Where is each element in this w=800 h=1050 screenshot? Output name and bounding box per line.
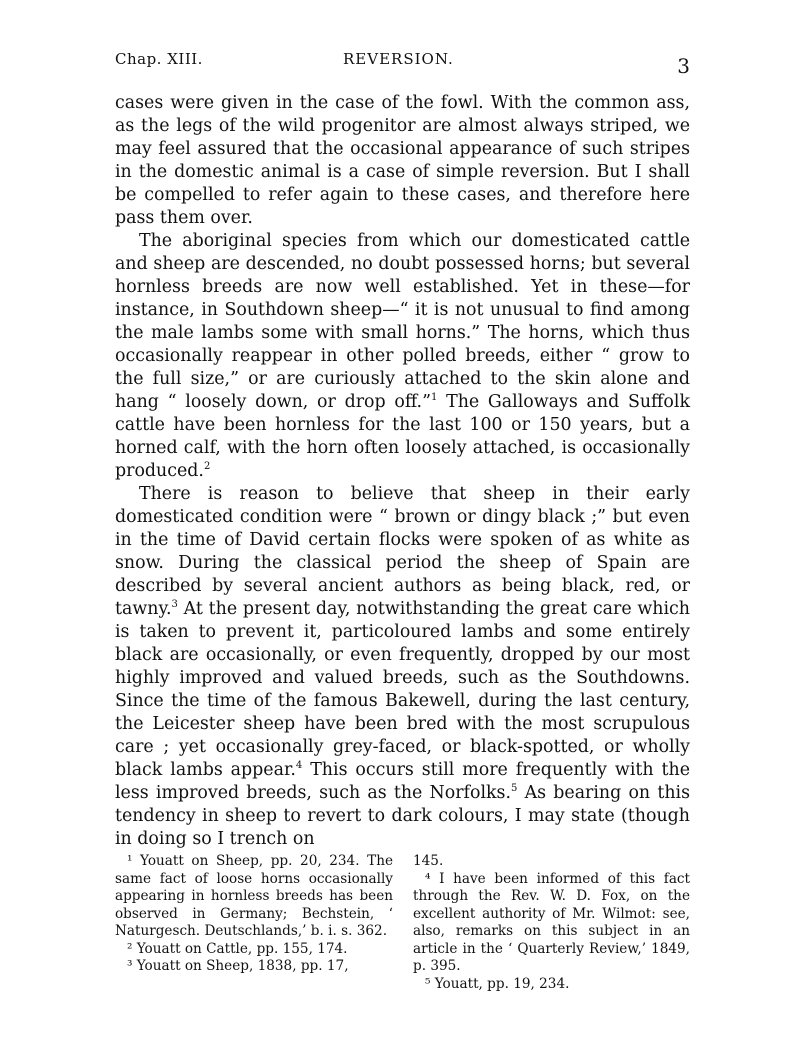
main-text bbox=[115, 92, 690, 851]
footnote-ref[interactable]: 3 bbox=[171, 599, 178, 611]
paragraph-2: The aboriginal species from which our domesticated cattle and sheep are descended, no doubt possessed horns; but several hornless breeds are now well established. Yet in these—for instance, in Southdown sheep—“ it is not unusual to find among the male lambs some with small horns.” The horns, which thus occasionally reappear in other polled breeds, either “ grow to the full size,” or are curiously attached to the skin alone and hang “ loosely down, or drop off.”$^1$ The Galloways and Suffolk cattle have been hornless for the last 100 or 150 years, but a horned calf, with the horn often loosely attached, is occasionally produced.$^2$ bbox=[115, 231, 690, 481]
footnotes-left-column bbox=[115, 853, 393, 976]
footnote-2: ² Youatt on Cattle, pp. 155, 174. bbox=[127, 940, 348, 957]
paragraph-1: cases were given in the case of the fowl. With the common ass, as the legs of the wild progenitor are almost always striped, we may feel assured that the occasional appearance of such stripes in the domestic animal is a case of simple reversion. But I shall be compelled to refer again to these cases, and therefore here pass them over. bbox=[115, 93, 690, 228]
footnote-3: ³ Youatt on Sheep, 1838, pp. 17, bbox=[127, 958, 349, 974]
chapter-label: Chap. XIII. bbox=[115, 50, 203, 68]
footnote-5: ⁵ Youatt, pp. 19, 234. bbox=[425, 975, 570, 992]
footnote-3-continued: 145. bbox=[413, 853, 444, 869]
footnote-ref[interactable]: 1 bbox=[430, 392, 438, 404]
paragraph-3: There is reason to believe that sheep in their early domesticated condition were “ brown or dingy black ;” but even in the time of David certain flocks were spoken of as white as snow. During the classical period the sheep of Spain are described by several ancient authors as being black, red, or tawny.$^3$ At the present day, notwithstanding the great care which is taken to prevent it, particoloured lambs and some entirely black are occasionally, or even frequently, dropped by our most highly improved and valued breeds, such as the Southdowns. Since the time of the famous Bakewell, during the last century, the Leicester sheep have been bred with the most scrupulous care ; yet occasionally grey-faced, or black-spotted, or wholly black lambs appear.$^4$ This occurs still more frequently with the less improved breeds, such as the Norfolks.$^5$ As bearing on this tendency in sheep to revert to dark colours, I may state (though in doing so I trench on bbox=[115, 484, 691, 849]
footnote-ref[interactable]: 2 bbox=[203, 461, 211, 473]
running-header bbox=[115, 50, 690, 80]
footnote-ref[interactable]: 5 bbox=[511, 783, 518, 795]
footnote-4: ⁴ I have been informed of this fact through the Rev. W. D. Fox, on the excellent authority of Mr. Wilmot: see, also, remarks on this subject in an article in the ‘ Quarterly Review,’ 1849, p. 395. bbox=[413, 870, 690, 974]
footnote-ref[interactable]: 4 bbox=[295, 760, 303, 772]
page-number: 3 bbox=[677, 54, 690, 78]
footnote-1: ¹ Youatt on Sheep, pp. 20, 234. The same fact of loose horns occasionally appearing in hornless breeds has been observed in Germany; Bechstein, ‘ Naturgesch. Deutschlands,’ b. i. s. 362. bbox=[115, 853, 393, 939]
running-title: REVERSION. bbox=[343, 50, 454, 68]
footnotes-right-column bbox=[413, 853, 690, 993]
